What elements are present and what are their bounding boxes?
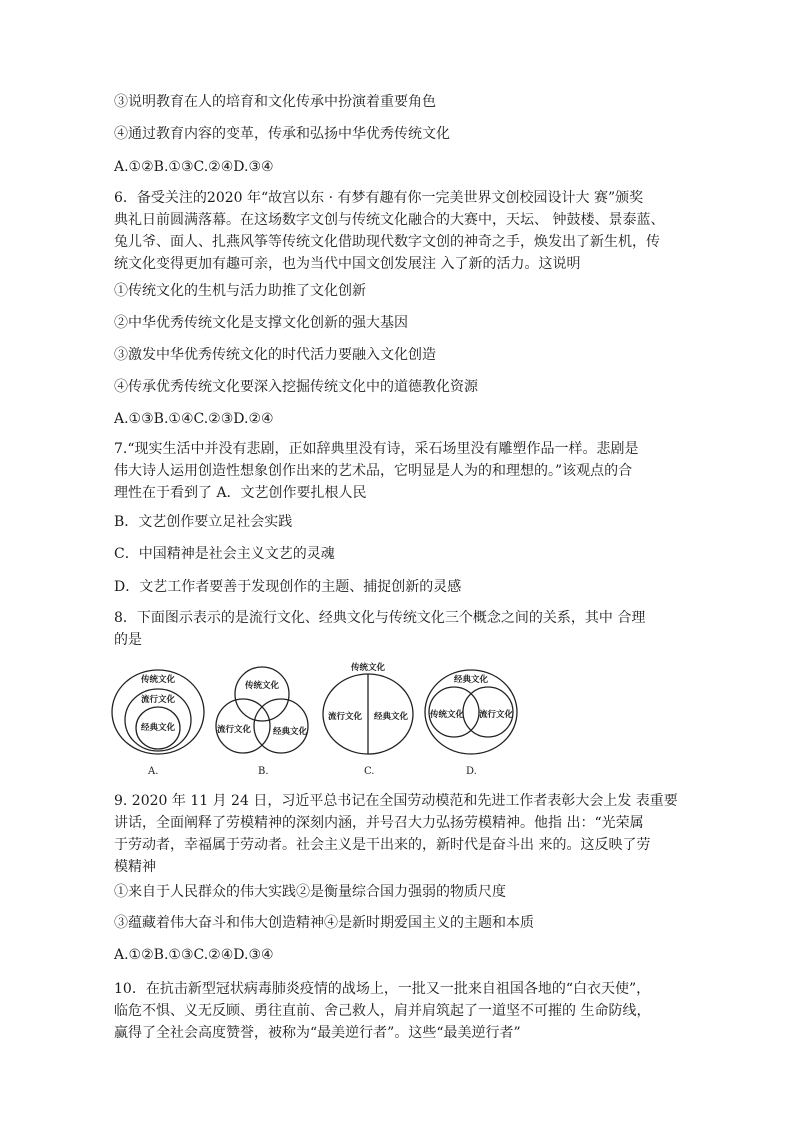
figure-a-letter: A. [148,766,159,777]
q6-answer-choices: A.①③B.①④C.②③D.②④ [114,411,274,427]
figure-d-right-label: 流行文化 [478,710,514,720]
q6-stem-line-1: 6．备受关注的2020 年“故宫以东 · 有梦有趣有你一完美世界文创校园设计大 赛”颁奖 [114,190,644,206]
q9-stem-line-3: 于劳动者，幸福属于劳动者。社会主义是干出来的，新时代是奋斗出 来的。这反映了劳 [114,837,651,853]
figure-a-middle-label: 流行文化 [140,695,176,705]
figure-b-right-label: 经典文化 [272,727,308,737]
figure-b-letter: B. [258,766,269,777]
figure-c-letter: C. [364,766,375,777]
q5-option-4: ④通过教育内容的变革，传承和弘扬中华优秀传统文化 [114,126,450,142]
q7-stem-line-2: 伟大诗人运用创造性想象创作出来的艺术品，它明显是人为的和理想的。”该观点的合 [114,463,633,479]
q8-stem-line-1: 8．下面图示表示的是流行文化、经典文化与传统文化三个概念之间的关系，其中 合理 [114,610,646,626]
q6-stem-line-2: 典礼日前圆满落幕。在这场数字文创与传统文化融合的大赛中，天坛、 钟鼓楼、景泰蓝、 [114,212,665,228]
q5-answer-choices: A.①②B.①③C.②④D.③④ [114,159,274,175]
q9-stem-line-2: 讲话，全面阐释了劳模精神的深刻内涵，并号召大力弘扬劳模精神。他指 出：“光荣属 [114,815,644,831]
figure-c-top-label: 传统文化 [350,663,386,673]
q10-stem-line-1: 10．在抗击新型冠状病毒肺炎疫情的战场上，一批又一批来自祖国各地的“白衣天使”， [114,981,651,997]
q6-option-4: ④传承优秀传统文化要深入挖掘传统文化中的道德教化资源 [114,379,478,395]
q7-option-d: D．文艺工作者要善于发现创作的主题、捕捉创新的灵感 [114,579,462,595]
q6-option-2: ②中华优秀传统文化是支撑文化创新的强大基因 [114,315,408,331]
q7-stem-line-1: 7.“现实生活中并没有悲剧，正如辞典里没有诗，采石场里没有雕塑作品一样。悲剧是 [114,441,639,457]
figure-b-left-label: 流行文化 [216,725,252,735]
q6-option-3: ③激发中华优秀传统文化的时代活力要融入文化创造 [114,347,436,363]
q9-answer-choices: A.①②B.①③C.②④D.③④ [114,947,274,963]
q7-option-c: C．中国精神是社会主义文艺的灵魂 [114,546,335,562]
q9-stem-line-1: 9. 2020 年 11 月 24 日，习近平总书记在全国劳动模范和先进工作者表彰大会上发 表重要 [114,793,678,809]
figure-c-right-label: 经典文化 [373,712,409,722]
figure-d-left-label: 传统文化 [429,710,465,720]
figure-b-diagram [216,667,308,753]
q8-venn-figures [108,662,528,780]
figure-d-top-label: 经典文化 [453,675,489,685]
q10-stem-line-2: 临危不惧、义无反顾、勇往直前、舍己救人，肩并肩筑起了一道坚不可摧的 生命防线， [114,1003,651,1019]
figure-a-outer-label: 传统文化 [140,675,176,685]
q6-stem-line-3: 兔儿爷、面人、扎燕风筝等传统文化借助现代数字文创的神奇之手，焕发出了新生机，传 [114,234,660,250]
figure-c-left-label: 流行文化 [327,712,363,722]
q6-stem-line-4: 统文化变得更加有趣可亲，也为当代中国文创发展注 入了新的活力。这说明 [114,256,581,272]
q6-option-1: ①传统文化的生机与活力助推了文化创新 [114,283,366,299]
figure-b-top-label: 传统文化 [244,681,280,691]
figure-a-inner-label: 经典文化 [140,723,176,733]
q5-option-3: ③说明教育在人的培育和文化传承中扮演着重要角色 [114,94,436,110]
q10-stem-line-3: 赢得了全社会高度赞誉，被称为“最美逆行者”。这些“最美逆行者” [114,1025,521,1041]
q7-stem-line-3: 理性在于看到了 A．文艺创作要扎根人民 [114,485,367,501]
q9-options-1-2: ①来自于人民群众的伟大实践②是衡量综合国力强弱的物质尺度 [114,884,506,900]
q8-stem-line-2: 的是 [114,632,142,648]
q9-options-3-4: ③蕴藏着伟大奋斗和伟大创造精神④是新时期爱国主义的主题和本质 [114,915,534,931]
figure-d-letter: D. [466,766,477,777]
q7-option-b: B．文艺创作要立足社会实践 [114,514,293,530]
q9-stem-line-4: 模精神 [114,859,156,875]
